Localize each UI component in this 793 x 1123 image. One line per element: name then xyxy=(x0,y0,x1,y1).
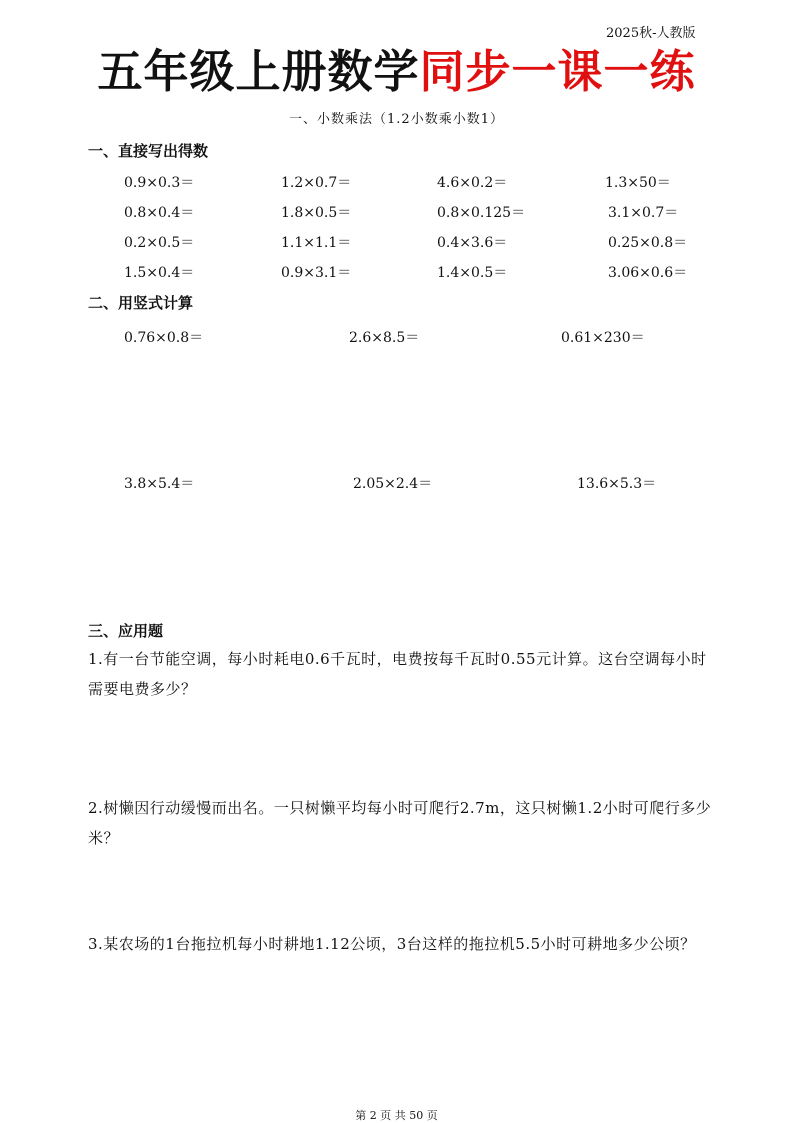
vertical-calc-problem: 3.8×5.4＝ xyxy=(124,476,195,492)
oral-problem: 0.25×0.8＝ xyxy=(608,235,688,251)
section-heading-oral: 一、直接写出得数 xyxy=(88,142,209,160)
oral-problem: 3.06×0.6＝ xyxy=(608,265,688,281)
section-heading-word-problems: 三、应用题 xyxy=(88,622,164,640)
oral-problem: 1.8×0.5＝ xyxy=(281,205,352,221)
oral-problem: 0.9×0.3＝ xyxy=(124,175,195,191)
page-title xyxy=(0,40,793,104)
word-problem: 3.某农场的1台拖拉机每小时耕地1.12公顷，3台这样的拖拉机5.5小时可耕地多少公顷？ xyxy=(88,935,696,953)
title-main: 五年级上册数学 xyxy=(97,45,420,98)
oral-problem: 0.4×3.6＝ xyxy=(437,235,508,251)
oral-problem: 0.9×3.1＝ xyxy=(281,265,352,281)
oral-problem: 1.2×0.7＝ xyxy=(281,175,352,191)
vertical-calc-problem: 2.6×8.5＝ xyxy=(349,330,420,346)
oral-problem: 0.2×0.5＝ xyxy=(124,235,195,251)
vertical-calc-problem: 13.6×5.3＝ xyxy=(577,476,657,492)
oral-problem: 0.8×0.4＝ xyxy=(124,205,195,221)
oral-problem: 0.8×0.125＝ xyxy=(437,205,526,221)
vertical-calc-problem: 2.05×2.4＝ xyxy=(353,476,433,492)
vertical-calc-problem: 0.61×230＝ xyxy=(561,330,645,346)
word-problem: 2.树懒因行动缓慢而出名。一只树懒平均每小时可爬行2.7m，这只树懒1.2小时可爬行多少米？ xyxy=(88,799,712,847)
oral-problem: 4.6×0.2＝ xyxy=(437,175,508,191)
word-problem: 1.有一台节能空调，每小时耗电0.6千瓦时，电费按每千瓦时0.55元计算。这台空调每小时需要电费多少？ xyxy=(88,650,707,698)
edition-label: 2025秋-人教版 xyxy=(606,26,696,41)
page-number: 第 2 页 共 50 页 xyxy=(355,1109,438,1122)
oral-problem: 1.4×0.5＝ xyxy=(437,265,508,281)
oral-problem: 1.5×0.4＝ xyxy=(124,265,195,281)
oral-problem: 3.1×0.7＝ xyxy=(608,205,679,221)
title-highlight: 同步一课一练 xyxy=(419,45,696,98)
oral-problem: 1.3×50＝ xyxy=(605,175,671,191)
oral-problem: 1.1×1.1＝ xyxy=(281,235,352,251)
section-heading-vertical: 二、用竖式计算 xyxy=(88,294,194,312)
vertical-calc-problem: 0.76×0.8＝ xyxy=(124,330,204,346)
lesson-subtitle: 一、小数乘法（1.2小数乘小数1） xyxy=(289,112,504,127)
